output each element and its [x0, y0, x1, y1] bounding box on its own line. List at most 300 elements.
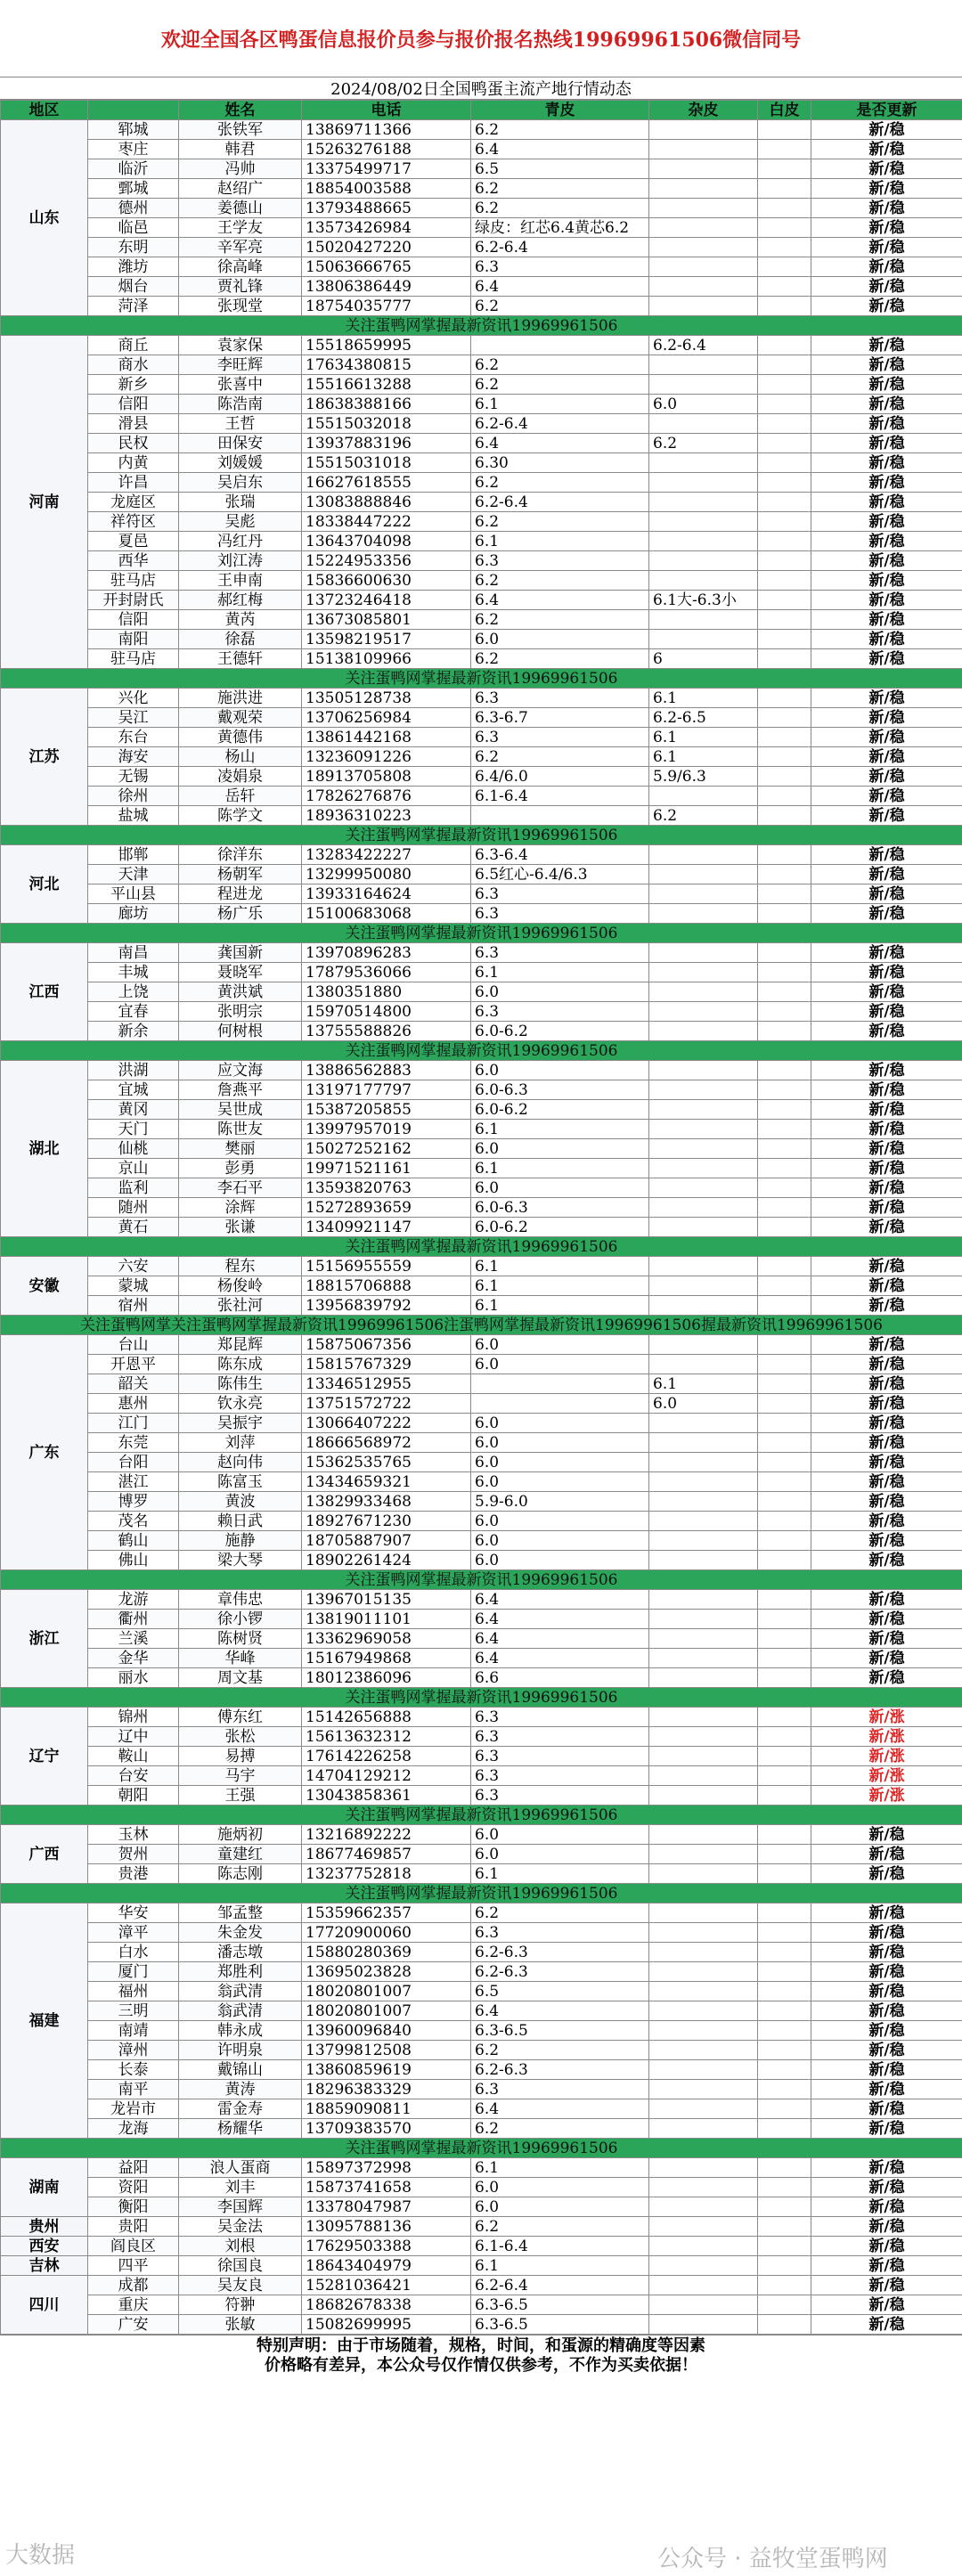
table-row — [1, 375, 962, 395]
update-status: 新/涨 — [811, 1747, 962, 1766]
mixed-shell-price — [649, 238, 758, 257]
mixed-shell-price — [649, 551, 758, 571]
table-row — [1, 2295, 962, 2315]
phone-cell: 13573426984 — [302, 218, 471, 238]
notice-row — [1, 669, 962, 689]
mixed-shell-price — [649, 1531, 758, 1551]
white-shell-price — [758, 2237, 811, 2256]
white-shell-price — [758, 1472, 811, 1492]
contact-name-cell: 雷金寿 — [179, 2099, 302, 2119]
contact-name-cell: 戴观荣 — [179, 708, 302, 728]
contact-name-cell: 王强 — [179, 1786, 302, 1806]
mixed-shell-price — [649, 1668, 758, 1688]
white-shell-price — [758, 943, 811, 963]
mixed-shell-price — [649, 2295, 758, 2315]
table-row — [1, 453, 962, 473]
province-cell: 贵州 — [1, 2217, 88, 2237]
table-row — [1, 1296, 962, 1316]
white-shell-price — [758, 1178, 811, 1198]
contact-name-cell: 刘媛媛 — [179, 453, 302, 473]
city-cell: 开恩平 — [88, 1355, 179, 1374]
contact-name-cell: 刘根 — [179, 2237, 302, 2256]
city-cell: 开封尉氏 — [88, 591, 179, 610]
province-cell: 山东 — [1, 120, 88, 316]
mixed-shell-price: 6.1大-6.3小 — [649, 591, 758, 610]
province-cell: 湖南 — [1, 2158, 88, 2217]
table-row — [1, 591, 962, 610]
contact-name-cell: 冯红丹 — [179, 532, 302, 551]
price-table-body — [1, 101, 962, 2335]
white-shell-price — [758, 2295, 811, 2315]
mixed-shell-price — [649, 277, 758, 297]
city-cell: 茂名 — [88, 1512, 179, 1531]
city-cell: 龙岩市 — [88, 2099, 179, 2119]
price-table — [0, 100, 962, 2335]
green-shell-price: 6.5红心-6.4/6.3 — [471, 865, 649, 884]
white-shell-price — [758, 1139, 811, 1159]
notice-text: 关注蛋鸭网掌握最新资讯19969961506 — [1, 316, 962, 336]
mixed-shell-price — [649, 1080, 758, 1100]
city-cell: 丽水 — [88, 1668, 179, 1688]
phone-cell: 13819011101 — [302, 1610, 471, 1629]
update-status: 新/稳 — [811, 845, 962, 865]
white-shell-price — [758, 787, 811, 806]
contact-name-cell: 程进龙 — [179, 884, 302, 904]
green-shell-price: 6.3-6.5 — [471, 2315, 649, 2335]
white-shell-price — [758, 1198, 811, 1218]
table-row — [1, 630, 962, 649]
province-cell: 浙江 — [1, 1590, 88, 1688]
table-row — [1, 1100, 962, 1120]
update-status: 新/稳 — [811, 2178, 962, 2197]
white-shell-price — [758, 2099, 811, 2119]
mixed-shell-price — [649, 2001, 758, 2021]
city-cell: 朝阳 — [88, 1786, 179, 1806]
table-row — [1, 2276, 962, 2295]
table-row — [1, 414, 962, 434]
green-shell-price: 6.1 — [471, 1276, 649, 1296]
city-cell: 福州 — [88, 1982, 179, 2001]
notice-row — [1, 1688, 962, 1708]
city-cell: 湛江 — [88, 1472, 179, 1492]
green-shell-price: 6.3-6.4 — [471, 845, 649, 865]
phone-cell: 13409921147 — [302, 1218, 471, 1237]
contact-name-cell: 杨朝军 — [179, 865, 302, 884]
update-status: 新/稳 — [811, 1022, 962, 1041]
green-shell-price: 6.4/6.0 — [471, 767, 649, 787]
green-shell-price: 6.3-6.5 — [471, 2021, 649, 2041]
city-cell: 龙海 — [88, 2119, 179, 2139]
phone-cell: 15100683068 — [302, 904, 471, 924]
phone-cell: 15875067356 — [302, 1335, 471, 1355]
city-cell: 监利 — [88, 1178, 179, 1198]
contact-name-cell: 梁大琴 — [179, 1551, 302, 1570]
city-cell: 成都 — [88, 2276, 179, 2295]
table-row — [1, 1198, 962, 1218]
green-shell-price: 6.5 — [471, 159, 649, 179]
table-row — [1, 1002, 962, 1022]
phone-cell: 13375499717 — [302, 159, 471, 179]
city-cell: 无锡 — [88, 767, 179, 787]
update-status: 新/稳 — [811, 1100, 962, 1120]
province-cell: 吉林 — [1, 2256, 88, 2276]
city-cell: 漳州 — [88, 2041, 179, 2060]
city-cell: 驻马店 — [88, 571, 179, 591]
update-status: 新/稳 — [811, 943, 962, 963]
mixed-shell-price — [649, 1296, 758, 1316]
green-shell-price: 6.0 — [471, 1453, 649, 1472]
contact-name-cell: 徐高峰 — [179, 257, 302, 277]
contact-name-cell: 王申南 — [179, 571, 302, 591]
update-status: 新/稳 — [811, 708, 962, 728]
province-cell: 江苏 — [1, 689, 88, 826]
white-shell-price — [758, 2119, 811, 2139]
contact-name-cell: 傅东红 — [179, 1708, 302, 1727]
phone-cell: 13598219517 — [302, 630, 471, 649]
update-status: 新/稳 — [811, 689, 962, 708]
green-shell-price: 6.3 — [471, 1727, 649, 1747]
white-shell-price — [758, 1903, 811, 1923]
update-status: 新/稳 — [811, 630, 962, 649]
green-shell-price: 6.3 — [471, 728, 649, 747]
green-shell-price: 6.1 — [471, 1120, 649, 1139]
contact-name-cell: 赵向伟 — [179, 1453, 302, 1472]
city-cell: 贺州 — [88, 1845, 179, 1864]
city-cell: 东明 — [88, 238, 179, 257]
table-row — [1, 982, 962, 1002]
update-status: 新/稳 — [811, 1982, 962, 2001]
phone-cell: 13806386449 — [302, 277, 471, 297]
phone-cell: 17826276876 — [302, 787, 471, 806]
contact-name-cell: 杨广乐 — [179, 904, 302, 924]
contact-name-cell: 聂晓军 — [179, 963, 302, 982]
update-status: 新/稳 — [811, 297, 962, 316]
mixed-shell-price — [649, 1982, 758, 2001]
table-row — [1, 1708, 962, 1727]
province-cell: 河南 — [1, 336, 88, 669]
banner-headline: 欢迎全国各区鸭蛋信息报价员参与报价报名热线19969961506微信同号 — [0, 0, 962, 77]
mixed-shell-price — [649, 1845, 758, 1864]
green-shell-price: 6.3 — [471, 904, 649, 924]
city-cell: 枣庄 — [88, 140, 179, 159]
update-status: 新/稳 — [811, 1414, 962, 1433]
city-cell: 邯郸 — [88, 845, 179, 865]
province-cell: 福建 — [1, 1903, 88, 2139]
mixed-shell-price — [649, 453, 758, 473]
update-status: 新/稳 — [811, 2217, 962, 2237]
contact-name-cell: 童建红 — [179, 1845, 302, 1864]
white-shell-price — [758, 708, 811, 728]
mixed-shell-price — [649, 1139, 758, 1159]
table-row — [1, 355, 962, 375]
phone-cell: 18020801007 — [302, 2001, 471, 2021]
table-row — [1, 1453, 962, 1472]
green-shell-price: 6.1 — [471, 532, 649, 551]
white-shell-price — [758, 1218, 811, 1237]
green-shell-price: 绿皮：红芯6.4黄芯6.2 — [471, 218, 649, 238]
mixed-shell-price — [649, 1766, 758, 1786]
update-status: 新/稳 — [811, 1394, 962, 1414]
contact-name-cell: 张社河 — [179, 1296, 302, 1316]
phone-cell: 13043858361 — [302, 1786, 471, 1806]
green-shell-price: 6.3-6.7 — [471, 708, 649, 728]
city-cell: 西华 — [88, 551, 179, 571]
city-cell: 锦州 — [88, 1708, 179, 1727]
mixed-shell-price — [649, 2197, 758, 2217]
white-shell-price — [758, 2256, 811, 2276]
contact-name-cell: 黄波 — [179, 1492, 302, 1512]
table-row — [1, 1766, 962, 1786]
green-shell-price: 6.3 — [471, 2080, 649, 2099]
green-shell-price: 6.0 — [471, 1178, 649, 1198]
mixed-shell-price — [649, 630, 758, 649]
table-row — [1, 1022, 962, 1041]
update-status: 新/稳 — [811, 649, 962, 669]
contact-name-cell: 姜德山 — [179, 199, 302, 218]
table-row — [1, 1394, 962, 1414]
white-shell-price — [758, 1531, 811, 1551]
table-row — [1, 865, 962, 884]
mixed-shell-price — [649, 257, 758, 277]
phone-cell: 15515031018 — [302, 453, 471, 473]
contact-name-cell: 韩君 — [179, 140, 302, 159]
mixed-shell-price — [649, 1002, 758, 1022]
city-cell: 平山县 — [88, 884, 179, 904]
phone-cell: 15020427220 — [302, 238, 471, 257]
contact-name-cell: 郑胜利 — [179, 1962, 302, 1982]
white-shell-price — [758, 1825, 811, 1845]
phone-cell: 15272893659 — [302, 1198, 471, 1218]
table-row — [1, 473, 962, 493]
white-shell-price — [758, 375, 811, 395]
notice-text: 关注蛋鸭网掌握最新资讯19969961506 — [1, 1688, 962, 1708]
mixed-shell-price — [649, 120, 758, 140]
table-row — [1, 493, 962, 512]
update-status: 新/稳 — [811, 199, 962, 218]
phone-cell: 13956839792 — [302, 1296, 471, 1316]
table-row — [1, 297, 962, 316]
mixed-shell-price — [649, 884, 758, 904]
white-shell-price — [758, 473, 811, 493]
update-status: 新/稳 — [811, 1531, 962, 1551]
white-shell-price — [758, 1708, 811, 1727]
mixed-shell-price — [649, 1864, 758, 1884]
contact-name-cell: 黄芮 — [179, 610, 302, 630]
white-shell-price — [758, 532, 811, 551]
contact-name-cell: 詹燕平 — [179, 1080, 302, 1100]
table-row — [1, 238, 962, 257]
green-shell-price: 6.2 — [471, 179, 649, 199]
mixed-shell-price — [649, 904, 758, 924]
white-shell-price — [758, 1492, 811, 1512]
mixed-shell-price: 6.2 — [649, 434, 758, 453]
phone-cell: 17879536066 — [302, 963, 471, 982]
white-shell-price — [758, 571, 811, 591]
phone-cell: 15897372998 — [302, 2158, 471, 2178]
table-row — [1, 1864, 962, 1884]
city-cell: 广安 — [88, 2315, 179, 2335]
contact-name-cell: 张敏 — [179, 2315, 302, 2335]
update-status: 新/稳 — [811, 1374, 962, 1394]
phone-cell: 17629503388 — [302, 2237, 471, 2256]
update-status: 新/稳 — [811, 904, 962, 924]
white-shell-price — [758, 277, 811, 297]
contact-name-cell: 吴世成 — [179, 1100, 302, 1120]
white-shell-price — [758, 1610, 811, 1629]
contact-name-cell: 易搏 — [179, 1747, 302, 1766]
phone-cell: 15082699995 — [302, 2315, 471, 2335]
city-cell: 长泰 — [88, 2060, 179, 2080]
update-status: 新/稳 — [811, 532, 962, 551]
city-cell: 黄冈 — [88, 1100, 179, 1120]
contact-name-cell: 黄涛 — [179, 2080, 302, 2099]
table-row — [1, 1061, 962, 1080]
contact-name-cell: 朱金发 — [179, 1923, 302, 1943]
white-shell-price — [758, 884, 811, 904]
notice-text: 关注蛋鸭网掌握最新资讯19969961506 — [1, 1884, 962, 1903]
white-shell-price — [758, 1590, 811, 1610]
green-shell-price: 6.4 — [471, 434, 649, 453]
contact-name-cell: 吴金法 — [179, 2217, 302, 2237]
contact-name-cell: 徐国良 — [179, 2256, 302, 2276]
contact-name-cell: 冯帅 — [179, 159, 302, 179]
mixed-shell-price — [649, 1512, 758, 1531]
city-cell: 佛山 — [88, 1551, 179, 1570]
province-cell: 河北 — [1, 845, 88, 924]
phone-cell: 18338447222 — [302, 512, 471, 532]
city-cell: 烟台 — [88, 277, 179, 297]
white-shell-price — [758, 845, 811, 865]
table-row — [1, 1218, 962, 1237]
update-status: 新/稳 — [811, 140, 962, 159]
table-row — [1, 787, 962, 806]
contact-name-cell: 杨俊岭 — [179, 1276, 302, 1296]
white-shell-price — [758, 493, 811, 512]
contact-name-cell: 陈学文 — [179, 806, 302, 826]
green-shell-price: 6.3 — [471, 551, 649, 571]
contact-name-cell: 龚国新 — [179, 943, 302, 963]
phone-cell: 15362535765 — [302, 1453, 471, 1472]
contact-name-cell: 张现堂 — [179, 297, 302, 316]
table-row — [1, 806, 962, 826]
table-row — [1, 1178, 962, 1198]
green-shell-price — [471, 1374, 649, 1394]
white-shell-price — [758, 1766, 811, 1786]
table-row — [1, 904, 962, 924]
mixed-shell-price — [649, 610, 758, 630]
phone-cell: 1380351880 — [302, 982, 471, 1002]
green-shell-price: 6.1 — [471, 1296, 649, 1316]
phone-cell: 18682678338 — [302, 2295, 471, 2315]
notice-row — [1, 1806, 962, 1825]
phone-cell: 13869711366 — [302, 120, 471, 140]
city-cell: 新余 — [88, 1022, 179, 1041]
table-row — [1, 1747, 962, 1766]
green-shell-price: 6.0 — [471, 1472, 649, 1492]
phone-cell: 18854003588 — [302, 179, 471, 199]
update-status: 新/稳 — [811, 453, 962, 473]
update-status: 新/稳 — [811, 1002, 962, 1022]
white-shell-price — [758, 551, 811, 571]
contact-name-cell: 陈富玉 — [179, 1472, 302, 1492]
mixed-shell-price: 6.2-6.4 — [649, 336, 758, 355]
table-row — [1, 1433, 962, 1453]
watermark-right: 公众号 · 益牧堂蛋鸭网 — [657, 2546, 888, 2572]
update-status: 新/稳 — [811, 1649, 962, 1668]
city-cell: 衢州 — [88, 1610, 179, 1629]
green-shell-price: 6.2 — [471, 747, 649, 767]
update-status: 新/稳 — [811, 1610, 962, 1629]
table-row — [1, 2080, 962, 2099]
white-shell-price — [758, 395, 811, 414]
phone-cell: 18677469857 — [302, 1845, 471, 1864]
green-shell-price: 6.3 — [471, 257, 649, 277]
contact-name-cell: 张喜中 — [179, 375, 302, 395]
table-row — [1, 1276, 962, 1296]
phone-cell: 15224953356 — [302, 551, 471, 571]
city-cell: 德州 — [88, 199, 179, 218]
phone-cell: 17720900060 — [302, 1923, 471, 1943]
green-shell-price: 6.3 — [471, 884, 649, 904]
white-shell-price — [758, 1845, 811, 1864]
mixed-shell-price — [649, 787, 758, 806]
table-row — [1, 1492, 962, 1512]
mixed-shell-price — [649, 1022, 758, 1041]
mixed-shell-price — [649, 2080, 758, 2099]
green-shell-price: 6.4 — [471, 591, 649, 610]
table-row — [1, 2178, 962, 2197]
notice-text: 关注蛋鸭网掌握最新资讯19969961506 — [1, 924, 962, 943]
update-status: 新/稳 — [811, 1629, 962, 1649]
phone-cell: 13434659321 — [302, 1472, 471, 1492]
contact-name-cell: 徐洋东 — [179, 845, 302, 865]
contact-name-cell: 戴锦山 — [179, 2060, 302, 2080]
city-cell: 吴江 — [88, 708, 179, 728]
city-cell: 南平 — [88, 2080, 179, 2099]
table-row — [1, 1982, 962, 2001]
phone-cell: 13299950080 — [302, 865, 471, 884]
table-row — [1, 512, 962, 532]
city-cell: 白水 — [88, 1943, 179, 1962]
city-cell: 黄石 — [88, 1218, 179, 1237]
city-cell: 随州 — [88, 1198, 179, 1218]
green-shell-price: 6.2 — [471, 2119, 649, 2139]
update-status: 新/稳 — [811, 1825, 962, 1845]
table-header-row — [1, 101, 962, 120]
city-cell: 四平 — [88, 2256, 179, 2276]
phone-cell: 15880280369 — [302, 1943, 471, 1962]
update-status: 新/稳 — [811, 1590, 962, 1610]
contact-name-cell: 陈伟生 — [179, 1374, 302, 1394]
mixed-shell-price — [649, 1159, 758, 1178]
city-cell: 宿州 — [88, 1296, 179, 1316]
contact-name-cell: 黄德伟 — [179, 728, 302, 747]
phone-cell: 13378047987 — [302, 2197, 471, 2217]
mixed-shell-price — [649, 2217, 758, 2237]
update-status: 新/稳 — [811, 963, 962, 982]
update-status: 新/涨 — [811, 1727, 962, 1747]
mixed-shell-price — [649, 943, 758, 963]
table-row — [1, 2158, 962, 2178]
update-status: 新/稳 — [811, 2041, 962, 2060]
table-row — [1, 689, 962, 708]
contact-name-cell: 岳轩 — [179, 787, 302, 806]
green-shell-price: 6.0-6.2 — [471, 1218, 649, 1237]
table-row — [1, 1590, 962, 1610]
table-row — [1, 2060, 962, 2080]
phone-cell: 13751572722 — [302, 1394, 471, 1414]
contact-name-cell: 浪人蛋商 — [179, 2158, 302, 2178]
